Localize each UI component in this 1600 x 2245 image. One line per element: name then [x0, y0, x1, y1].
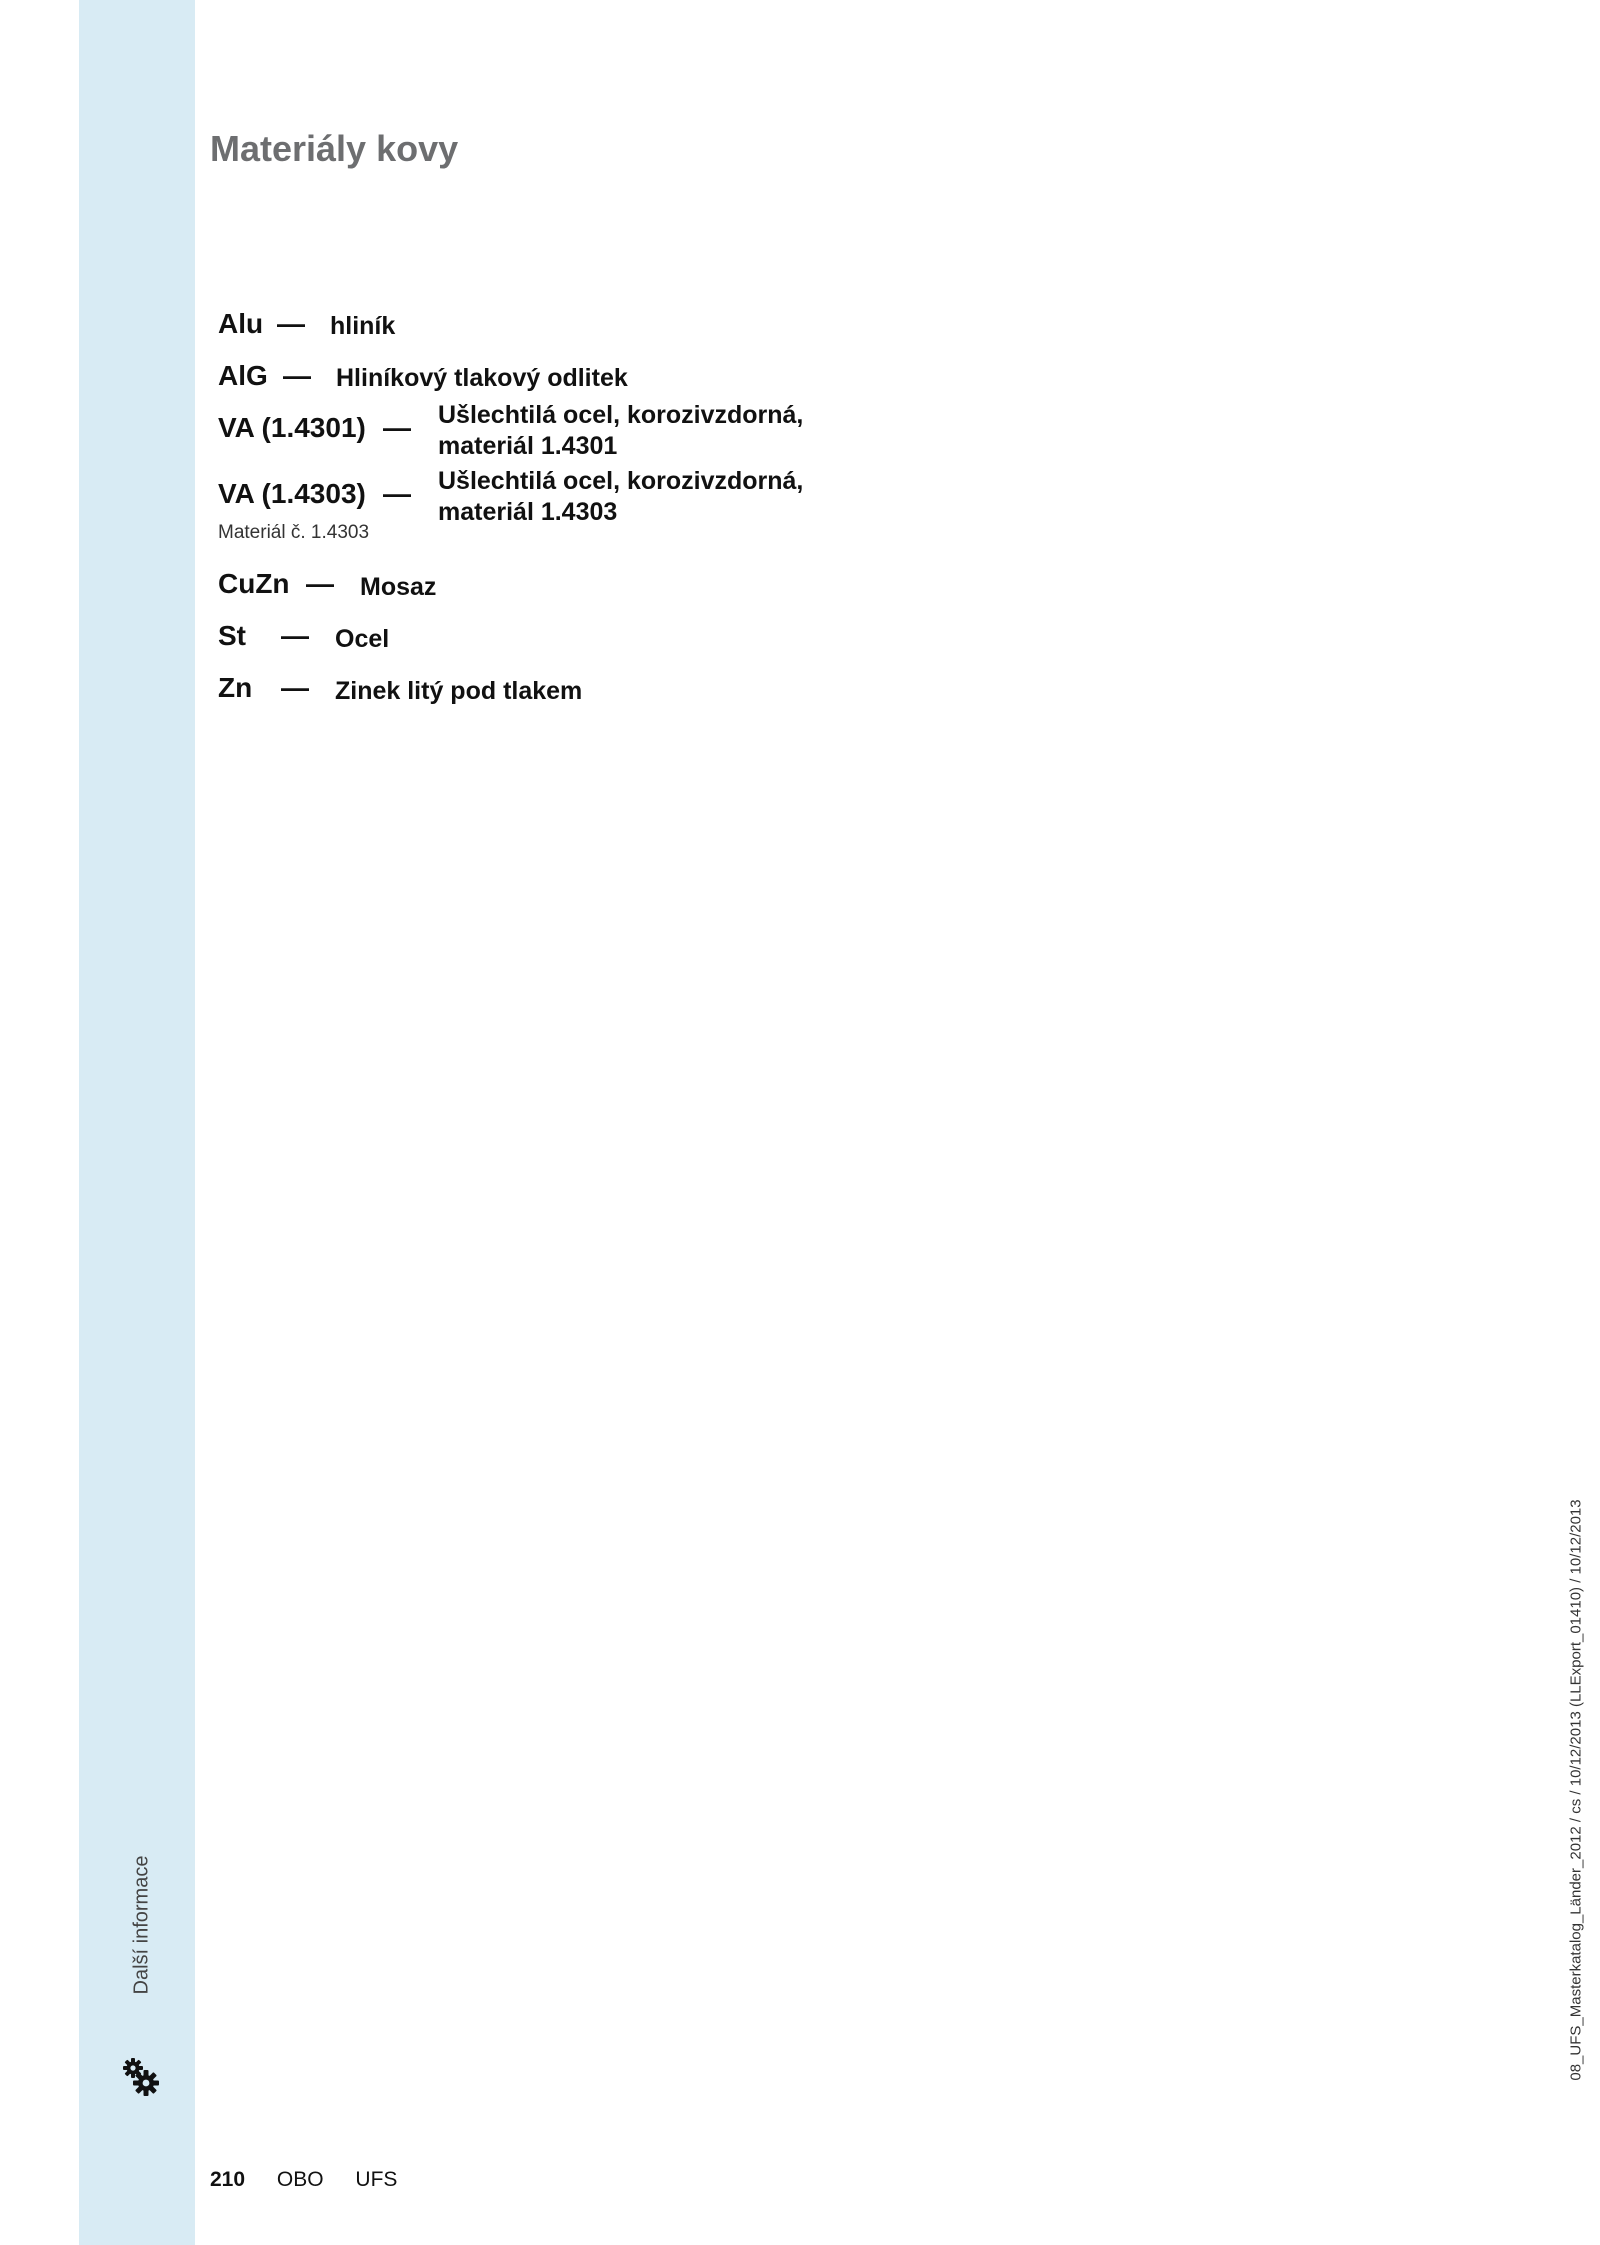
- document-reference: 08_UFS_Masterkatalog_Länder_2012 / cs / 10/12/2013 (LLExport_01410) / 10/12/2013: [1567, 1499, 1585, 2081]
- material-description: Hliníkový tlakový odlitek: [336, 364, 628, 392]
- material-description: Mosaz: [360, 573, 437, 601]
- material-abbreviation: Alu: [218, 308, 264, 339]
- material-description-line: materiál 1.4301: [438, 432, 618, 460]
- material-dash: —: [306, 568, 334, 599]
- material-abbreviation: VA (1.4303): [218, 478, 366, 509]
- material-dash: —: [281, 672, 309, 703]
- material-note: Materiál č. 1.4303: [218, 522, 370, 543]
- gears-icon: [122, 2057, 160, 2097]
- page-title: Materiály kovy: [210, 128, 459, 169]
- material-dash: —: [383, 412, 411, 443]
- material-abbreviation: VA (1.4301): [218, 412, 366, 443]
- material-abbreviation: AlG: [218, 360, 268, 391]
- material-dash: —: [383, 478, 411, 509]
- material-description-line: Ušlechtilá ocel, korozivzdorná,: [438, 401, 804, 429]
- material-description-line: Ušlechtilá ocel, korozivzdorná,: [438, 467, 804, 495]
- page-footer: [210, 2168, 397, 2192]
- material-dash: —: [281, 620, 309, 651]
- material-dash: —: [277, 308, 305, 339]
- material-abbreviation: St: [218, 620, 246, 651]
- material-abbreviation: CuZn: [218, 568, 290, 599]
- material-description: hliník: [330, 312, 396, 340]
- material-description: Ocel: [335, 625, 390, 653]
- sidebar-section-label: Další informace: [130, 1855, 153, 1995]
- footer-brand: OBO: [276, 2168, 324, 2191]
- material-dash: —: [283, 360, 311, 391]
- page-number: 210: [210, 2168, 246, 2191]
- material-description-line: materiál 1.4303: [438, 498, 618, 526]
- material-description: Zinek litý pod tlakem: [335, 677, 583, 705]
- footer-section: UFS: [355, 2168, 398, 2191]
- material-abbreviation: Zn: [218, 672, 253, 703]
